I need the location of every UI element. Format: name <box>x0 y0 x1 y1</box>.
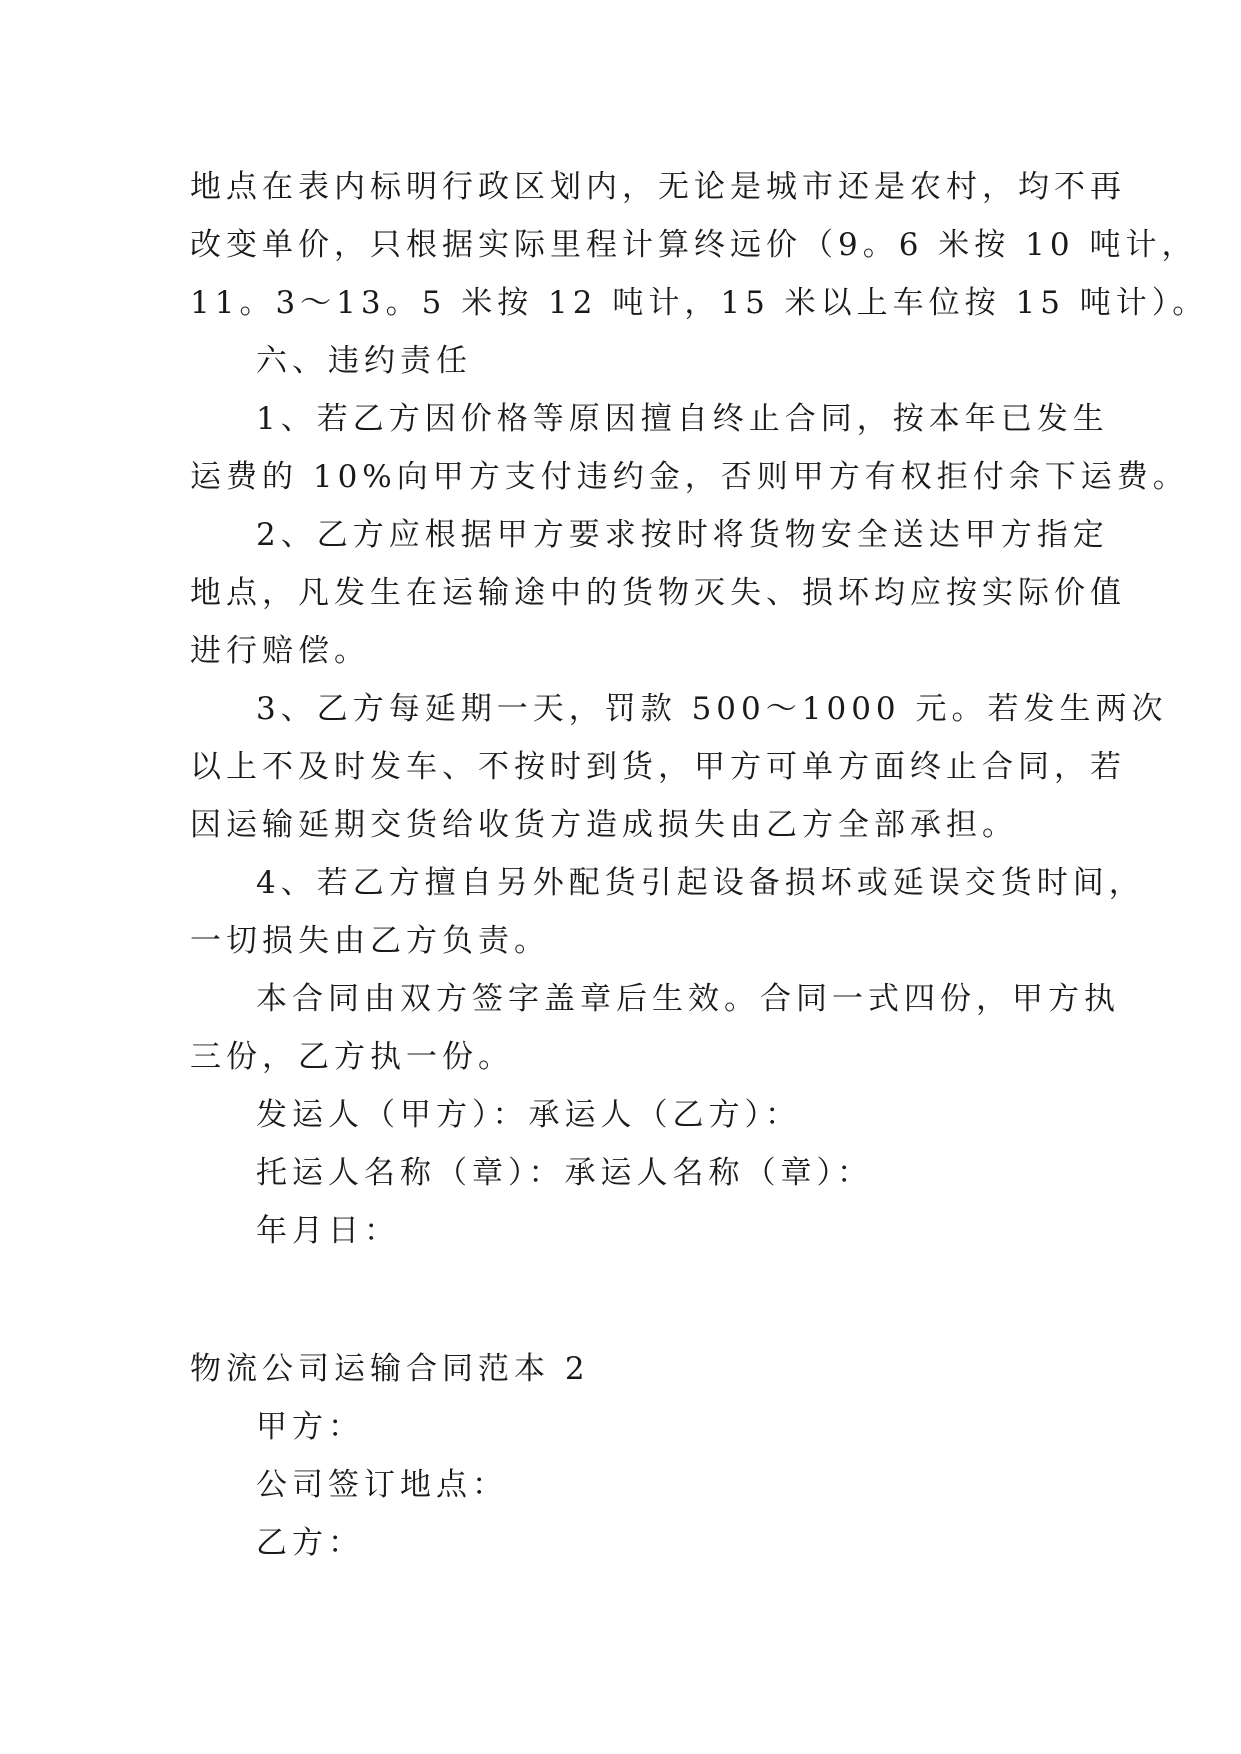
clause-4-line: 4、若乙方擅自另外配货引起设备损坏或延误交货时间， <box>256 865 1145 901</box>
section-gap <box>190 1260 1070 1340</box>
sign-names-line: 托运人名称（章）：承运人名称（章）： <box>256 1155 873 1191</box>
party-a-line: 甲方： <box>256 1409 364 1445</box>
section-heading-breach: 六、违约责任 <box>256 343 472 379</box>
clause-2-line: 地点，凡发生在运输途中的货物灭失、损坏均应按实际价值 <box>190 575 1126 611</box>
clause-1-line: 1、若乙方因价格等原因擅自终止合同，按本年已发生 <box>256 401 1109 437</box>
effect-line: 本合同由双方签字盖章后生效。合同一式四份，甲方执 <box>256 981 1120 1017</box>
document-body <box>190 158 1209 1572</box>
second-contract-title: 物流公司运输合同范本 2 <box>190 1351 590 1387</box>
clause-3-line: 以上不及时发车、不按时到货，甲方可单方面终止合同，若 <box>190 749 1126 785</box>
sign-place-line: 公司签订地点： <box>256 1467 508 1503</box>
body-line: 地点在表内标明行政区划内，无论是城市还是农村，均不再 <box>190 169 1126 205</box>
body-line: 11。3～13。5 米按 12 吨计，15 米以上车位按 15 吨计）。 <box>190 285 1209 321</box>
clause-4-line: 一切损失由乙方负责。 <box>190 923 550 959</box>
party-b-line: 乙方： <box>256 1525 364 1561</box>
body-line: 改变单价，只根据实际里程计算终远价（9。6 米按 10 吨计， <box>190 227 1198 263</box>
clause-2-line: 2、乙方应根据甲方要求按时将货物安全送达甲方指定 <box>256 517 1109 553</box>
effect-line: 三份，乙方执一份。 <box>190 1039 514 1075</box>
clause-1-line: 运费的 10%向甲方支付违约金，否则甲方有权拒付余下运费。 <box>190 459 1189 495</box>
sign-date-line: 年月日： <box>256 1213 400 1249</box>
clause-2-line: 进行赔偿。 <box>190 633 370 669</box>
clause-3-line: 因运输延期交货给收货方造成损失由乙方全部承担。 <box>190 807 1018 843</box>
sign-parties-line: 发运人（甲方）：承运人（乙方）： <box>256 1097 801 1133</box>
clause-3-line: 3、乙方每延期一天，罚款 500～1000 元。若发生两次 <box>256 691 1168 727</box>
